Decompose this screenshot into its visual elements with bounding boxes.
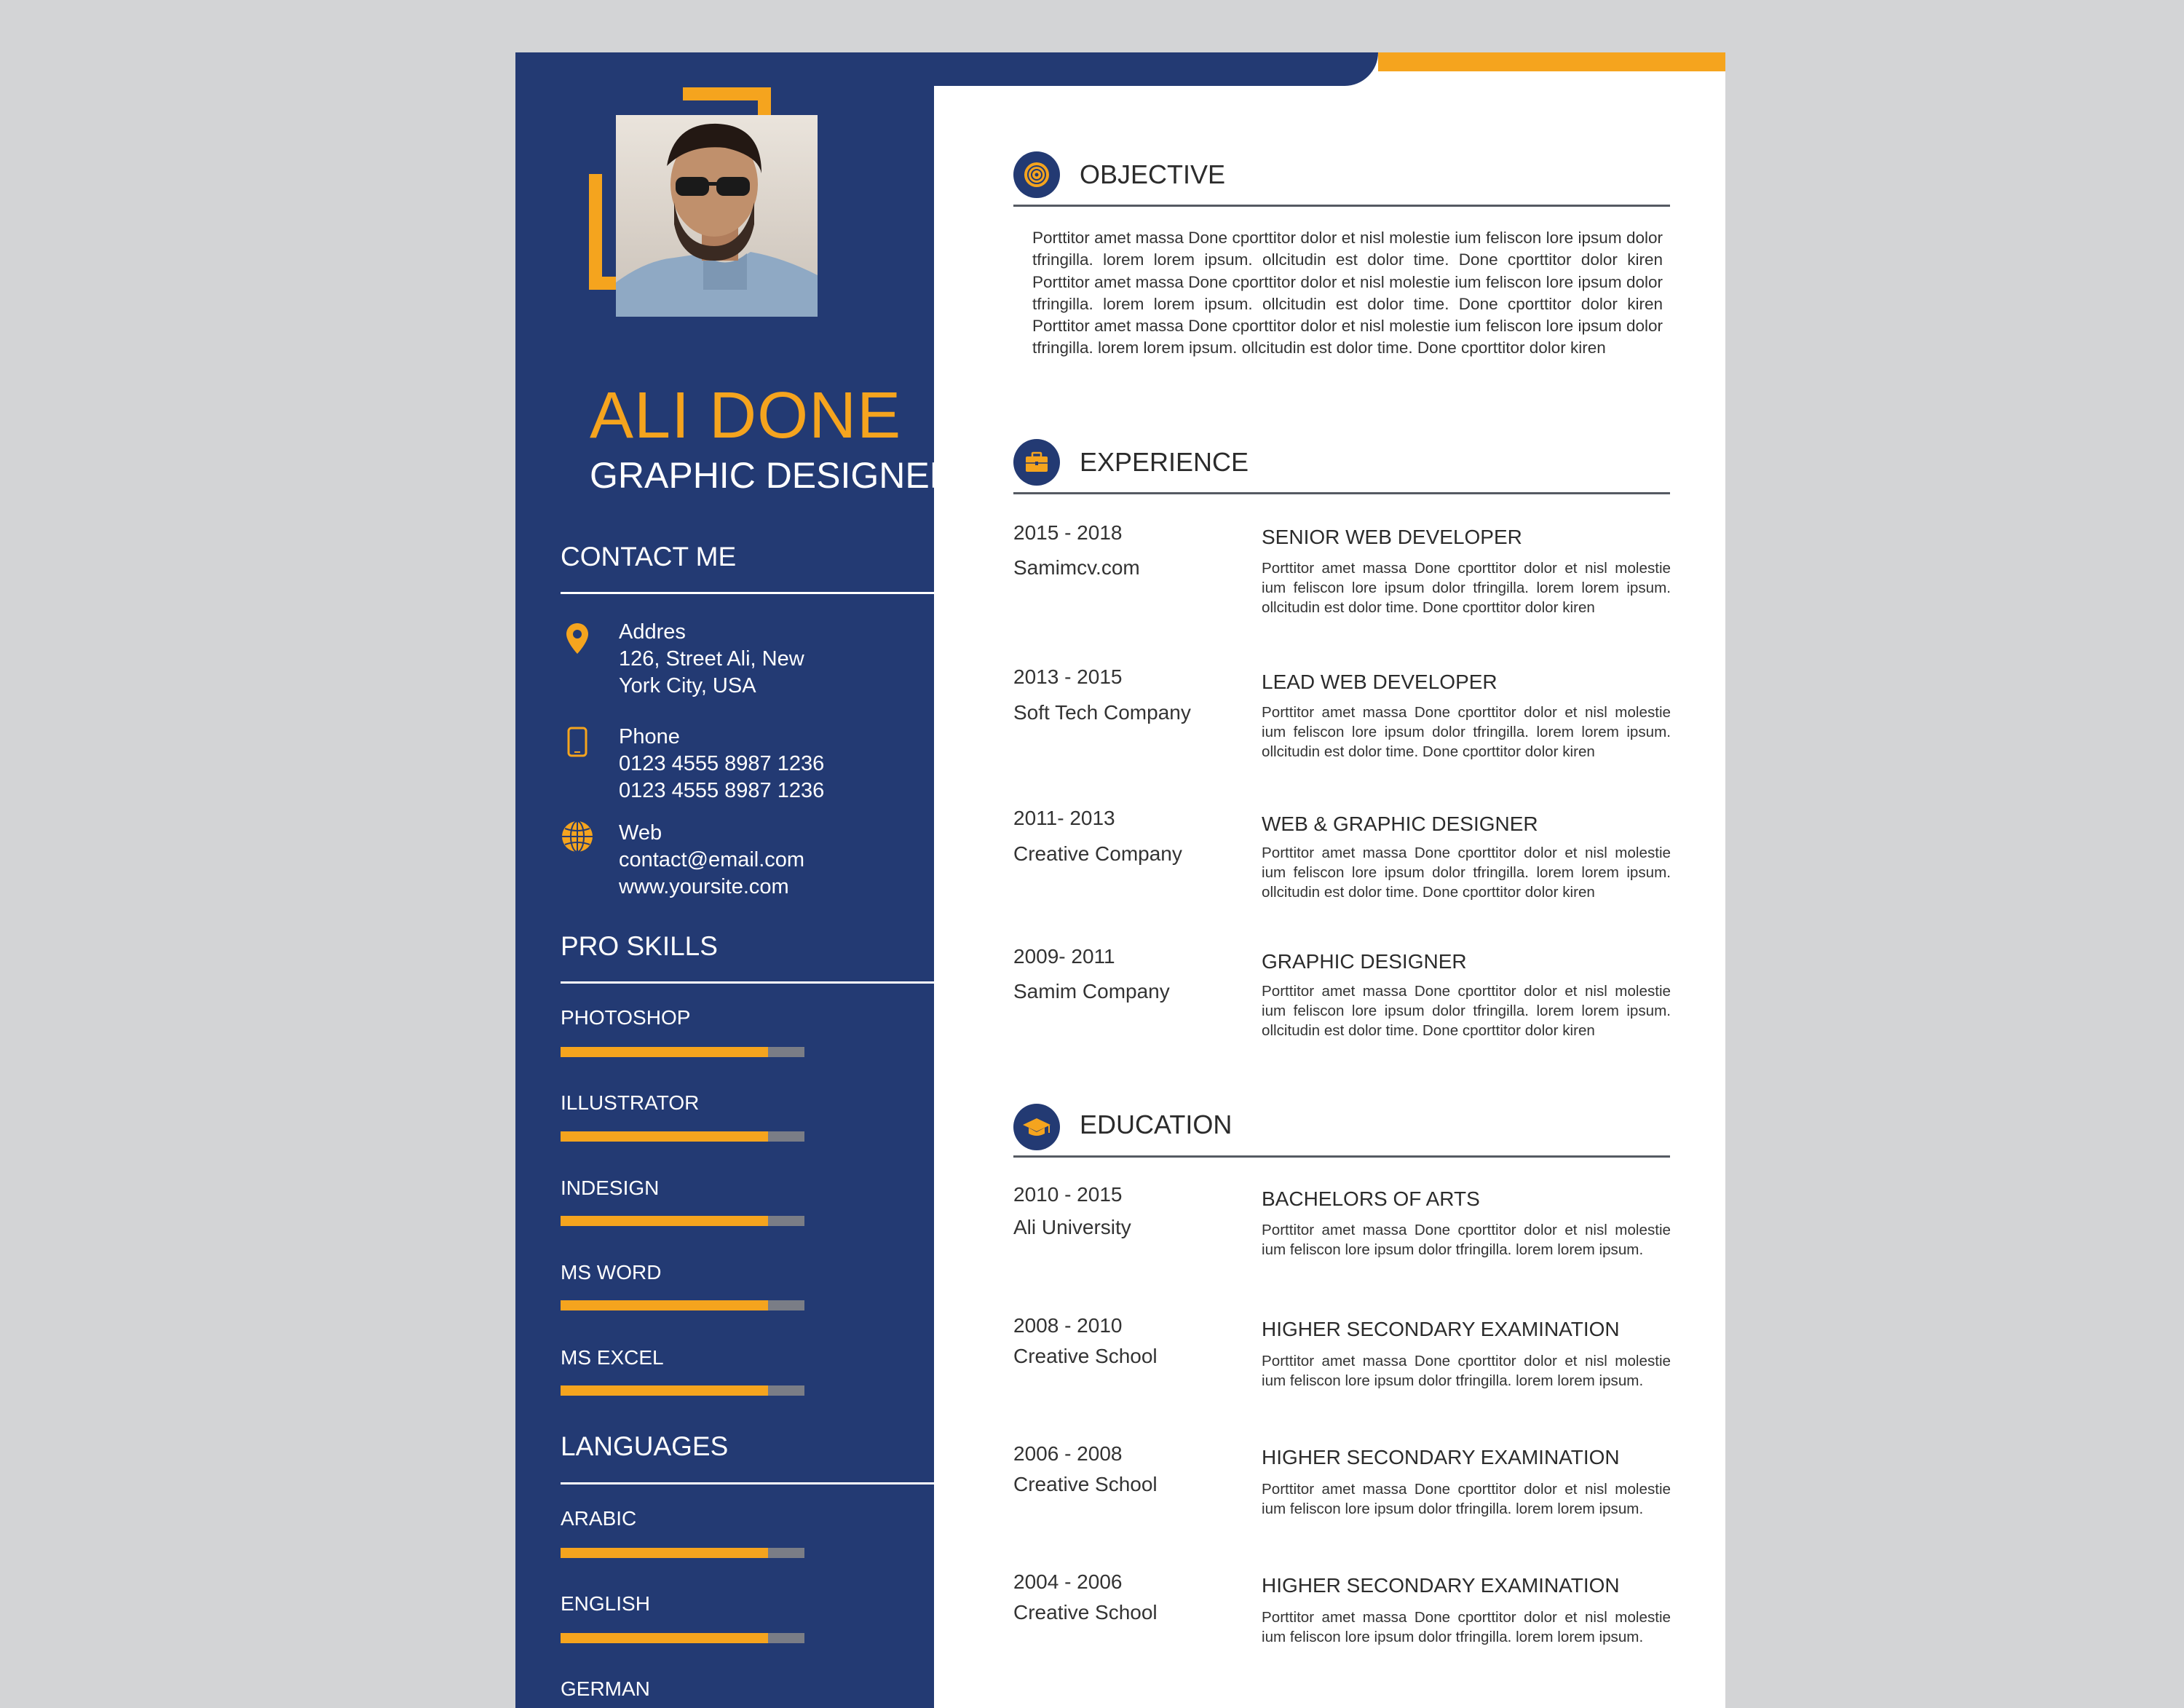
skill-bar-fill: [561, 1131, 768, 1142]
entry-description: Porttitor amet massa Done cporttitor dolor et nisl molestie ium feliscon lore ipsum dolor tfringilla. lorem lorem ipsum.: [1262, 1481, 1671, 1517]
profile-name: ALI DONE: [590, 379, 902, 452]
contact-address-line: 126, Street Ali, New: [619, 647, 804, 671]
entry-description: Porttitor amet massa Done cporttitor dolor et nisl molestie ium feliscon lore ipsum dolor tfringilla. lorem lorem ipsum.: [1262, 1609, 1671, 1645]
entry-date: 2009- 2011: [1013, 945, 1115, 968]
globe-icon: [559, 818, 596, 855]
entry-date: 2011- 2013: [1013, 807, 1115, 829]
entry-description: Porttitor amet massa Done cporttitor dolor et nisl molestie ium feliscon lore ipsum dolor tfringilla. lorem lorem ipsum.: [1262, 1222, 1671, 1258]
resume-page: [515, 52, 1725, 1708]
profile-photo: [616, 115, 818, 317]
entry-organization: Creative School: [1013, 1345, 1158, 1367]
top-accent-bar-orange: [1378, 52, 1725, 71]
entry-date: 2006 - 2008: [1013, 1442, 1123, 1465]
entry-description: Porttitor amet massa Done cporttitor dolor et nisl molestie ium feliscon lore ipsum dolor tfringilla. lorem lorem ipsum. ollcitudin est dolor time. Done cporttitor dolor kiren: [1262, 845, 1671, 901]
graduation-cap-icon: [1013, 1104, 1060, 1150]
entry-date: 2010 - 2015: [1013, 1183, 1123, 1206]
skill-bar-fill: [561, 1300, 768, 1310]
skill-bar-fill: [561, 1047, 768, 1057]
section-divider: [1013, 1155, 1670, 1158]
contact-address-line: York City, USA: [619, 674, 756, 697]
entry-organization: Samimcv.com: [1013, 556, 1140, 579]
section-divider: [561, 1482, 934, 1484]
entry-title: LEAD WEB DEVELOPER: [1262, 671, 1497, 693]
contact-address: [619, 619, 804, 700]
entry-title: HIGHER SECONDARY EXAMINATION: [1262, 1574, 1620, 1597]
sidebar: [515, 52, 956, 1708]
objective-heading: OBJECTIVE: [1080, 159, 1226, 189]
entry-date: 2013 - 2015: [1013, 665, 1123, 688]
skills-heading: PRO SKILLS: [561, 931, 718, 961]
skill-label: MS EXCEL: [561, 1346, 664, 1369]
skill-bar: [561, 1216, 804, 1226]
contact-phone: [619, 724, 824, 804]
entry-description: Porttitor amet massa Done cporttitor dolor et nisl molestie ium feliscon lore ipsum dolor tfringilla. lorem lorem ipsum. ollcitudin est dolor time. Done cporttitor dolor kiren: [1262, 560, 1671, 616]
skill-label: PHOTOSHOP: [561, 1006, 691, 1029]
location-pin-icon: [559, 620, 596, 657]
contact-email: contact@email.com: [619, 848, 805, 871]
entry-title: HIGHER SECONDARY EXAMINATION: [1262, 1318, 1620, 1340]
language-bar: [561, 1548, 804, 1558]
contact-heading: CONTACT ME: [561, 542, 737, 572]
profile-title: GRAPHIC DESIGNER: [590, 455, 956, 496]
contact-address-label: Addres: [619, 620, 686, 644]
entry-title: SENIOR WEB DEVELOPER: [1262, 526, 1522, 548]
skill-bar: [561, 1385, 804, 1396]
language-bar: [561, 1633, 804, 1643]
entry-date: 2004 - 2006: [1013, 1570, 1123, 1593]
skill-label: MS WORD: [561, 1261, 662, 1284]
entry-description: Porttitor amet massa Done cporttitor dolor et nisl molestie ium feliscon lore ipsum dolor tfringilla. lorem lorem ipsum. ollcitudin est dolor time. Done cporttitor dolor kiren: [1262, 983, 1671, 1039]
skill-bar-fill: [561, 1216, 768, 1226]
education-heading: EDUCATION: [1080, 1110, 1233, 1139]
language-label: GERMAN: [561, 1677, 650, 1700]
entry-description: Porttitor amet massa Done cporttitor dolor et nisl molestie ium feliscon lore ipsum dolor tfringilla. lorem lorem ipsum. ollcitudin est dolor time. Done cporttitor dolor kiren: [1262, 704, 1671, 760]
language-bar-fill: [561, 1633, 768, 1643]
skill-bar: [561, 1131, 804, 1142]
language-label: ARABIC: [561, 1507, 637, 1530]
language-bar-fill: [561, 1548, 768, 1558]
entry-organization: Soft Tech Company: [1013, 701, 1191, 724]
skill-bar-fill: [561, 1385, 768, 1396]
entry-title: GRAPHIC DESIGNER: [1262, 950, 1467, 973]
entry-organization: Ali University: [1013, 1216, 1131, 1238]
skill-label: INDESIGN: [561, 1177, 660, 1199]
contact-web-label: Web: [619, 821, 662, 845]
section-divider: [561, 981, 934, 984]
entry-organization: Samim Company: [1013, 980, 1170, 1003]
target-icon: [1013, 151, 1060, 198]
phone-icon: [559, 724, 596, 760]
entry-date: 2008 - 2010: [1013, 1314, 1123, 1337]
entry-title: WEB & GRAPHIC DESIGNER: [1262, 813, 1538, 835]
entry-date: 2015 - 2018: [1013, 521, 1123, 544]
experience-heading: EXPERIENCE: [1080, 447, 1249, 477]
entry-organization: Creative School: [1013, 1473, 1158, 1495]
language-label: ENGLISH: [561, 1592, 650, 1615]
briefcase-icon: [1013, 439, 1060, 486]
entry-organization: Creative School: [1013, 1601, 1158, 1624]
contact-phone-number: 0123 4555 8987 1236: [619, 779, 825, 802]
languages-heading: LANGUAGES: [561, 1431, 729, 1461]
skill-bar: [561, 1300, 804, 1310]
entry-description: Porttitor amet massa Done cporttitor dolor et nisl molestie ium feliscon lore ipsum dolor tfringilla. lorem lorem ipsum.: [1262, 1353, 1671, 1389]
skill-label: ILLUSTRATOR: [561, 1091, 700, 1114]
contact-phone-number: 0123 4555 8987 1236: [619, 752, 825, 775]
contact-phone-label: Phone: [619, 725, 680, 748]
contact-web: [619, 820, 804, 901]
section-divider: [1013, 492, 1670, 494]
entry-title: HIGHER SECONDARY EXAMINATION: [1262, 1446, 1620, 1468]
section-divider: [1013, 205, 1670, 207]
entry-organization: Creative Company: [1013, 842, 1182, 865]
skill-bar: [561, 1047, 804, 1057]
section-divider: [561, 592, 934, 594]
entry-title: BACHELORS OF ARTS: [1262, 1187, 1480, 1210]
contact-website: www.yoursite.com: [619, 875, 789, 898]
objective-text: Porttitor amet massa Done cporttitor dolor et nisl molestie ium feliscon lore ipsum dolor tfringilla. lorem lorem ipsum. ollcitudin est dolor time. Done cporttitor dolor kiren Porttitor amet massa Done cporttitor dolor et nisl molestie ium feliscon lore ipsum dolor tfringilla. lorem lorem ipsum. ollcitudin est dolor time. Done cporttitor dolor kiren Porttitor amet massa Done cporttitor dolor et nisl molestie ium feliscon lore ipsum dolor tfringilla. lorem lorem ipsum. ollcitudin est dolor time. Done cporttitor dolor kiren: [1032, 229, 1663, 357]
